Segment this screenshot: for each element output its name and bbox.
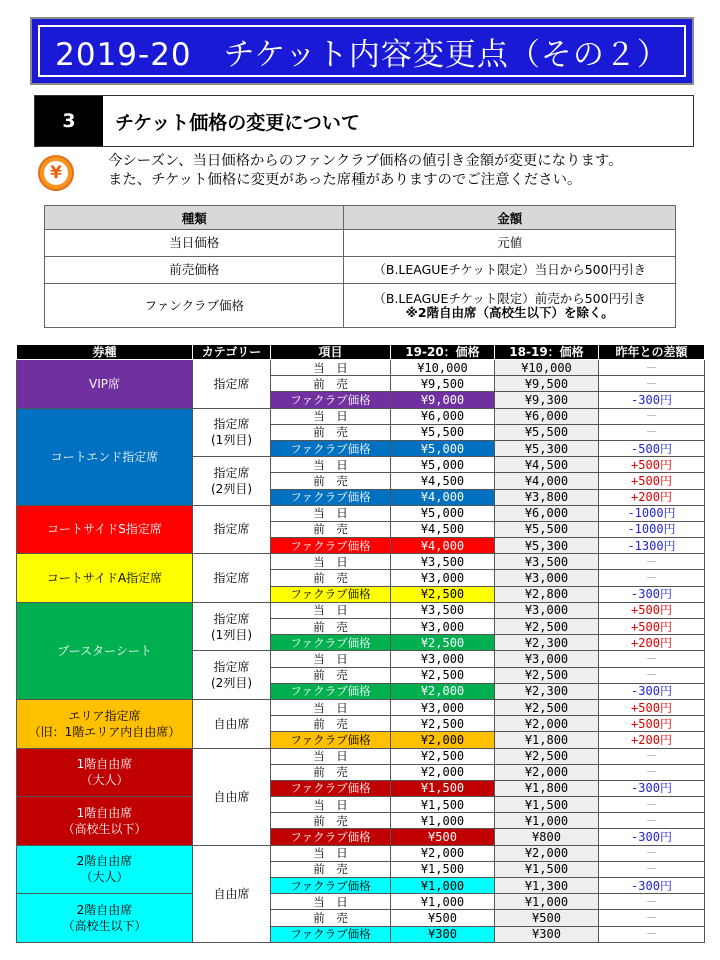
difference-cell: +200円 [599, 635, 705, 651]
difference-cell: － [599, 861, 705, 877]
types-row-amount: （B.LEAGUEチケット限定）当日から500円引き [344, 257, 676, 284]
difference-cell: － [599, 797, 705, 813]
price-2018-19-cell: ¥5,500 [495, 521, 599, 537]
item-cell: ファクラブ価格 [271, 440, 391, 456]
item-cell: ファクラブ価格 [271, 732, 391, 748]
price-2018-19-cell: ¥3,000 [495, 651, 599, 667]
price-2018-19-cell: ¥4,500 [495, 457, 599, 473]
price-2019-20-cell: ¥3,000 [391, 570, 495, 586]
item-cell: 前 売 [271, 424, 391, 440]
price-2018-19-cell: ¥6,000 [495, 408, 599, 424]
item-cell: 当 日 [271, 554, 391, 570]
category-cell: 指定席 (1列目) [193, 408, 271, 457]
price-2018-19-cell: ¥1,000 [495, 813, 599, 829]
table-row [17, 748, 705, 764]
difference-cell: － [599, 424, 705, 440]
header-difference: 昨年との差額 [599, 345, 705, 360]
price-2018-19-cell: ¥4,000 [495, 473, 599, 489]
item-cell: ファクラブ価格 [271, 683, 391, 699]
seat-type-cell: 2階自由席 （大人） [17, 845, 193, 894]
item-cell: ファクラブ価格 [271, 586, 391, 602]
difference-cell: +500円 [599, 473, 705, 489]
yen-icon: ¥ [38, 155, 74, 191]
price-2019-20-cell: ¥3,500 [391, 554, 495, 570]
price-2019-20-cell: ¥1,500 [391, 797, 495, 813]
difference-cell: +200円 [599, 489, 705, 505]
types-row-amount: （B.LEAGUEチケット限定）前売から500円引き [373, 290, 647, 306]
category-cell: 指定席 [193, 505, 271, 554]
difference-cell: +500円 [599, 602, 705, 618]
item-cell: 前 売 [271, 521, 391, 537]
seat-type-cell: コートサイドS指定席 [17, 505, 193, 554]
item-cell: 前 売 [271, 861, 391, 877]
table-row [17, 554, 705, 570]
price-2019-20-cell: ¥5,500 [391, 424, 495, 440]
difference-cell: +500円 [599, 619, 705, 635]
category-cell: 自由席 [193, 748, 271, 845]
item-cell: ファクラブ価格 [271, 829, 391, 845]
difference-cell: － [599, 764, 705, 780]
item-cell: ファクラブ価格 [271, 878, 391, 894]
seat-type-cell: 1階自由席 （大人） [17, 748, 193, 797]
seat-type-cell: ブースターシート [17, 602, 193, 699]
table-row [17, 408, 705, 424]
difference-cell: － [599, 360, 705, 376]
difference-cell: － [599, 845, 705, 861]
item-cell: ファクラブ価格 [271, 780, 391, 796]
item-cell: 前 売 [271, 473, 391, 489]
table-row [17, 894, 705, 910]
table-row [17, 797, 705, 813]
notice-line: また、チケット価格に変更があった席種がありますのでご注意ください。 [108, 172, 582, 188]
item-cell: 当 日 [271, 651, 391, 667]
price-2019-20-cell: ¥3,000 [391, 619, 495, 635]
section-title: チケット価格の変更について [115, 111, 360, 134]
item-cell: 当 日 [271, 748, 391, 764]
price-2019-20-cell: ¥2,500 [391, 716, 495, 732]
price-2019-20-cell: ¥1,000 [391, 878, 495, 894]
item-cell: 当 日 [271, 894, 391, 910]
header-category: カテゴリー [193, 345, 271, 360]
difference-cell: － [599, 910, 705, 926]
difference-cell: -300円 [599, 878, 705, 894]
price-2019-20-cell: ¥5,000 [391, 505, 495, 521]
price-2018-19-cell: ¥5,300 [495, 440, 599, 456]
header-item: 項目 [271, 345, 391, 360]
price-2018-19-cell: ¥300 [495, 926, 599, 942]
notice-line: 今シーズン、当日価格からのファンクラブ価格の値引き金額が変更になります。 [108, 153, 623, 169]
category-cell: 自由席 [193, 699, 271, 748]
price-2019-20-cell: ¥5,000 [391, 440, 495, 456]
price-2018-19-cell: ¥5,500 [495, 424, 599, 440]
difference-cell: -500円 [599, 440, 705, 456]
price-2018-19-cell: ¥1,500 [495, 861, 599, 877]
price-2018-19-cell: ¥6,000 [495, 505, 599, 521]
item-cell: 当 日 [271, 408, 391, 424]
difference-cell: － [599, 570, 705, 586]
difference-cell: +500円 [599, 699, 705, 715]
difference-cell: +500円 [599, 716, 705, 732]
price-comparison-table [16, 344, 705, 943]
price-2019-20-cell: ¥2,000 [391, 732, 495, 748]
category-cell: 指定席 [193, 360, 271, 409]
price-2019-20-cell: ¥1,500 [391, 780, 495, 796]
price-2019-20-cell: ¥2,500 [391, 586, 495, 602]
difference-cell: － [599, 748, 705, 764]
price-2019-20-cell: ¥9,000 [391, 392, 495, 408]
price-2019-20-cell: ¥9,500 [391, 376, 495, 392]
table-row [17, 845, 705, 861]
price-2018-19-cell: ¥1,800 [495, 780, 599, 796]
price-2019-20-cell: ¥2,500 [391, 635, 495, 651]
price-2018-19-cell: ¥9,500 [495, 376, 599, 392]
price-2019-20-cell: ¥500 [391, 910, 495, 926]
price-2019-20-cell: ¥1,500 [391, 861, 495, 877]
item-cell: 当 日 [271, 797, 391, 813]
types-header-type: 種類 [45, 206, 344, 230]
difference-cell: -1000円 [599, 521, 705, 537]
price-2019-20-cell: ¥2,500 [391, 667, 495, 683]
difference-cell: － [599, 651, 705, 667]
price-table-header [17, 345, 705, 360]
price-2019-20-cell: ¥5,000 [391, 457, 495, 473]
seat-type-cell: コートサイドA指定席 [17, 554, 193, 603]
difference-cell: -1000円 [599, 505, 705, 521]
difference-cell: -300円 [599, 392, 705, 408]
difference-cell: － [599, 894, 705, 910]
price-2019-20-cell: ¥1,000 [391, 813, 495, 829]
price-2019-20-cell: ¥4,500 [391, 473, 495, 489]
difference-cell: － [599, 926, 705, 942]
item-cell: 前 売 [271, 570, 391, 586]
types-row-type: 前売価格 [45, 257, 344, 284]
price-2019-20-cell: ¥2,000 [391, 683, 495, 699]
item-cell: 当 日 [271, 457, 391, 473]
price-2019-20-cell: ¥4,000 [391, 538, 495, 554]
price-2018-19-cell: ¥800 [495, 829, 599, 845]
header-price-2019-20: 19-20：価格 [391, 345, 495, 360]
difference-cell: -300円 [599, 683, 705, 699]
table-row [17, 360, 705, 376]
table-row [17, 699, 705, 715]
page-title: 2019-20 チケット内容変更点（その２） [55, 36, 669, 73]
types-row-type: ファンクラブ価格 [45, 284, 344, 328]
price-2019-20-cell: ¥3,000 [391, 699, 495, 715]
difference-cell: － [599, 408, 705, 424]
price-2018-19-cell: ¥2,000 [495, 716, 599, 732]
difference-cell: +500円 [599, 457, 705, 473]
price-2018-19-cell: ¥1,500 [495, 797, 599, 813]
price-2018-19-cell: ¥2,500 [495, 619, 599, 635]
types-row-type: 当日価格 [45, 230, 344, 257]
price-2018-19-cell: ¥1,000 [495, 894, 599, 910]
category-cell: 指定席 (2列目) [193, 651, 271, 700]
item-cell: 前 売 [271, 910, 391, 926]
price-2019-20-cell: ¥300 [391, 926, 495, 942]
price-2018-19-cell: ¥1,300 [495, 878, 599, 894]
price-2018-19-cell: ¥9,300 [495, 392, 599, 408]
price-2018-19-cell: ¥2,800 [495, 586, 599, 602]
table-row [17, 505, 705, 521]
difference-cell: -300円 [599, 780, 705, 796]
price-2019-20-cell: ¥3,000 [391, 651, 495, 667]
price-2019-20-cell: ¥500 [391, 829, 495, 845]
seat-type-cell: 2階自由席 （高校生以下） [17, 894, 193, 943]
seat-type-cell: VIP席 [17, 360, 193, 409]
item-cell: 前 売 [271, 376, 391, 392]
price-2019-20-cell: ¥6,000 [391, 408, 495, 424]
price-2018-19-cell: ¥2,000 [495, 764, 599, 780]
item-cell: 前 売 [271, 764, 391, 780]
seat-type-cell: 1階自由席 （高校生以下） [17, 797, 193, 846]
item-cell: ファクラブ価格 [271, 926, 391, 942]
types-row-amount-cell [344, 284, 676, 328]
price-2019-20-cell: ¥10,000 [391, 360, 495, 376]
price-2019-20-cell: ¥2,500 [391, 748, 495, 764]
price-2019-20-cell: ¥4,500 [391, 521, 495, 537]
price-2018-19-cell: ¥3,000 [495, 570, 599, 586]
item-cell: 前 売 [271, 667, 391, 683]
difference-cell: － [599, 376, 705, 392]
item-cell: ファクラブ価格 [271, 392, 391, 408]
title-frame [38, 25, 686, 77]
difference-cell: -1300円 [599, 538, 705, 554]
price-2018-19-cell: ¥3,000 [495, 602, 599, 618]
price-2018-19-cell: ¥2,500 [495, 748, 599, 764]
price-2019-20-cell: ¥1,000 [391, 894, 495, 910]
category-cell: 指定席 [193, 554, 271, 603]
difference-cell: － [599, 554, 705, 570]
item-cell: 当 日 [271, 699, 391, 715]
price-2018-19-cell: ¥3,800 [495, 489, 599, 505]
price-type-table [44, 205, 676, 328]
category-cell: 自由席 [193, 845, 271, 942]
price-2018-19-cell: ¥2,500 [495, 699, 599, 715]
category-cell: 指定席 (2列目) [193, 457, 271, 506]
price-2018-19-cell: ¥2,300 [495, 635, 599, 651]
difference-cell: -300円 [599, 586, 705, 602]
item-cell: ファクラブ価格 [271, 489, 391, 505]
item-cell: 前 売 [271, 619, 391, 635]
item-cell: ファクラブ価格 [271, 538, 391, 554]
price-table-body [17, 360, 705, 943]
seat-type-cell: コートエンド指定席 [17, 408, 193, 505]
item-cell: ファクラブ価格 [271, 635, 391, 651]
price-2018-19-cell: ¥1,800 [495, 732, 599, 748]
price-2018-19-cell: ¥2,300 [495, 683, 599, 699]
item-cell: 当 日 [271, 845, 391, 861]
difference-cell: － [599, 667, 705, 683]
section-header [34, 95, 694, 147]
price-2019-20-cell: ¥2,000 [391, 845, 495, 861]
types-row-amount: 元値 [344, 230, 676, 257]
price-2019-20-cell: ¥3,500 [391, 602, 495, 618]
difference-cell: － [599, 813, 705, 829]
price-2018-19-cell: ¥2,500 [495, 667, 599, 683]
price-2019-20-cell: ¥4,000 [391, 489, 495, 505]
price-2018-19-cell: ¥10,000 [495, 360, 599, 376]
types-row-note: ※2階自由席（高校生以下）を除く。 [405, 304, 614, 320]
difference-cell: +200円 [599, 732, 705, 748]
item-cell: 当 日 [271, 602, 391, 618]
types-header-amount: 金額 [344, 206, 676, 230]
header-seat-type: 券種 [17, 345, 193, 360]
item-cell: 当 日 [271, 505, 391, 521]
price-2019-20-cell: ¥2,000 [391, 764, 495, 780]
header-price-2018-19: 18-19：価格 [495, 345, 599, 360]
difference-cell: -300円 [599, 829, 705, 845]
price-2018-19-cell: ¥2,000 [495, 845, 599, 861]
notice-text [108, 152, 708, 190]
seat-type-cell: エリア指定席 （旧：1階エリア内自由席） [17, 699, 193, 748]
item-cell: 前 売 [271, 716, 391, 732]
table-row [17, 602, 705, 618]
item-cell: 当 日 [271, 360, 391, 376]
price-2018-19-cell: ¥500 [495, 910, 599, 926]
item-cell: 前 売 [271, 813, 391, 829]
title-banner [30, 17, 694, 85]
section-number: 3 [35, 96, 103, 146]
price-2018-19-cell: ¥3,500 [495, 554, 599, 570]
price-2018-19-cell: ¥5,300 [495, 538, 599, 554]
category-cell: 指定席 (1列目) [193, 602, 271, 651]
